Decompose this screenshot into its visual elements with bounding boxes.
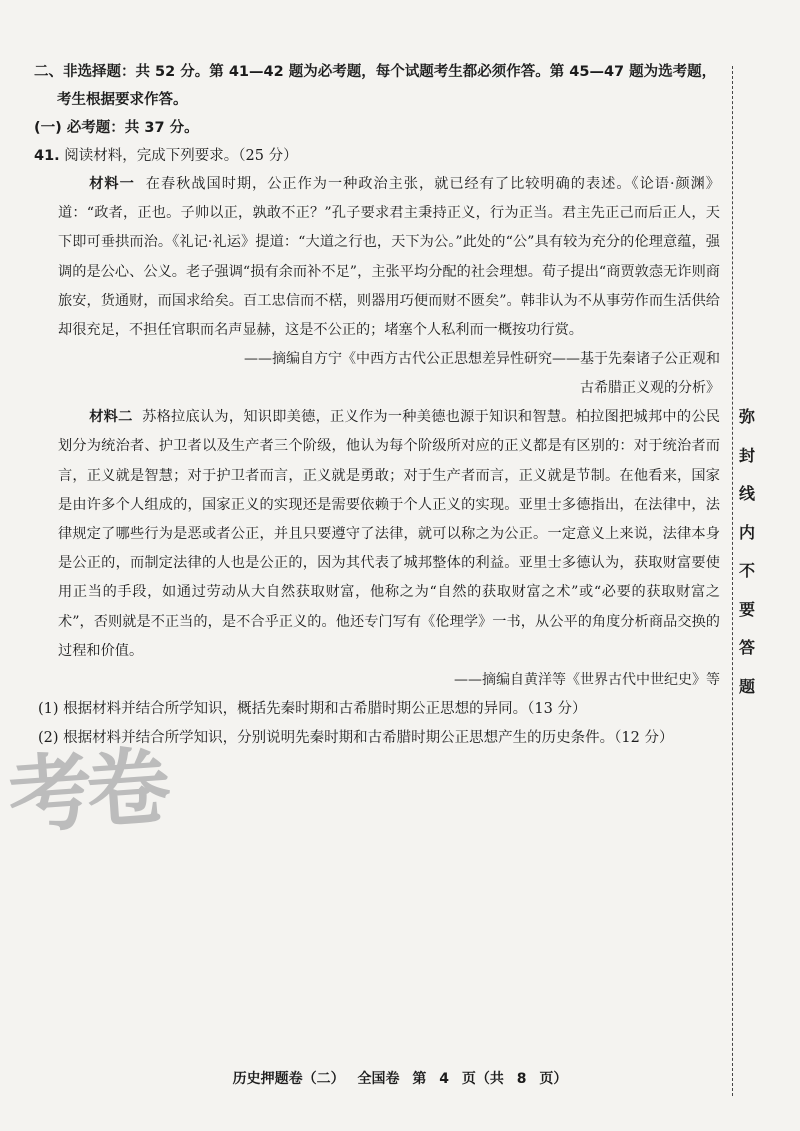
watermark-logo: 考卷: [5, 736, 168, 846]
section-heading: 二、非选择题：共 52 分。第 41—42 题为必考题，每个试题考生都必须作答。第 45—47 题为选考题，: [34, 64, 717, 80]
material-2-label: 材料二: [89, 409, 133, 426]
seal-char: 答: [738, 638, 755, 657]
seal-char: 题: [738, 676, 755, 696]
seal-char: 线: [738, 484, 755, 503]
material-2: [58, 403, 720, 666]
question-prompt: 阅读材料，完成下列要求。（25 分）: [64, 148, 298, 164]
material-1-label: 材料一: [89, 176, 135, 192]
seal-dashed-line: [732, 66, 733, 1096]
material-1: [58, 170, 720, 345]
material-1-source: ——摘编自方宁《中西方古代公正思想差异性研究——基于先秦诸子公正观和: [244, 351, 720, 368]
exam-content: [34, 58, 720, 753]
material-2-source: ——摘编自黄洋等《世界古代中世纪史》等: [454, 672, 720, 689]
seal-char: 内: [738, 522, 755, 542]
seal-char: 封: [738, 445, 755, 465]
question-number: 41.: [34, 148, 60, 164]
question-41-prompt: [34, 142, 720, 170]
material-1-source-cont: 古希腊正义观的分析》: [580, 380, 720, 397]
subsection-heading: (一) 必考题：共 37 分。: [34, 120, 199, 136]
section-heading-cont: 考生根据要求作答。: [57, 92, 188, 108]
seal-char: 弥: [738, 407, 755, 426]
seal-char: 要: [738, 599, 755, 619]
material-2-text: 苏格拉底认为，知识即美德，正义作为一种美德也源于知识和智慧。柏拉图把城邦中的公民划分为统治者、护卫者以及生产者三个阶级，他认为每个阶级所对应的正义都是有区别的：对于统治者而言，正义就是智慧；对于护卫者而言，正义就是勇敢；对于生产者而言，正义就是节制。在他看来，国家是由许多个人组成的，国家正义的实现还是需要依赖于个人正义的实现。亚里士多德指出，在法律中，法律规定了哪些行为是恶或者公正，并且只要遵守了法律，就可以称之为公正。一定意义上来说，法律本身是公正的，而制定法律的人也是公正的，因为其代表了城邦整体的利益。亚里士多德认为，获取财富要使用正当的手段，如通过劳动从大自然获取财富，他称之为“自然的获取财富之术”或“必要的获取财富之术”，否则就是不正当的，是不合乎正义的。他还专门写有《伦理学》一书，从公平的角度分析商品交换的过程和价值。: [58, 409, 720, 659]
sub-question-1: (1) 根据材料并结合所学知识，概括先秦时期和古希腊时期公正思想的异同。（13 分）: [38, 701, 587, 718]
material-1-text: 在春秋战国时期，公正作为一种政治主张，就已经有了比较明确的表述。《论语·颜渊》道：“政者，正也。子帅以正，孰敢不正？”孔子要求君主秉持正义，行为正当。君主先正己而后正人，天下即可垂拱而治。《礼记·礼运》提道：“大道之行也，天下为公。”此处的“公”具有较为充分的伦理意蕴，强调的是公心、公义。老子强调“损有余而补不足”，主张平均分配的社会理想。荀子提出“商贾敦悫无诈则商旅安，货通财，而国求给矣。百工忠信而不楛，则器用巧便而财不匮矣”。韩非认为不从事劳作而生活供给却很充足，不担任官职而名声显赫，这是不公正的；堵塞个人私利而一概按功行赏。: [58, 176, 720, 339]
sub-question-2: (2) 根据材料并结合所学知识，分别说明先秦时期和古希腊时期公正思想产生的历史条件。（12 分）: [38, 730, 674, 747]
page-footer: 历史押题卷（二） 全国卷 第 4 页（共 8 页）: [232, 1071, 568, 1087]
seal-char: 不: [738, 561, 755, 580]
seal-notice: [735, 398, 759, 706]
